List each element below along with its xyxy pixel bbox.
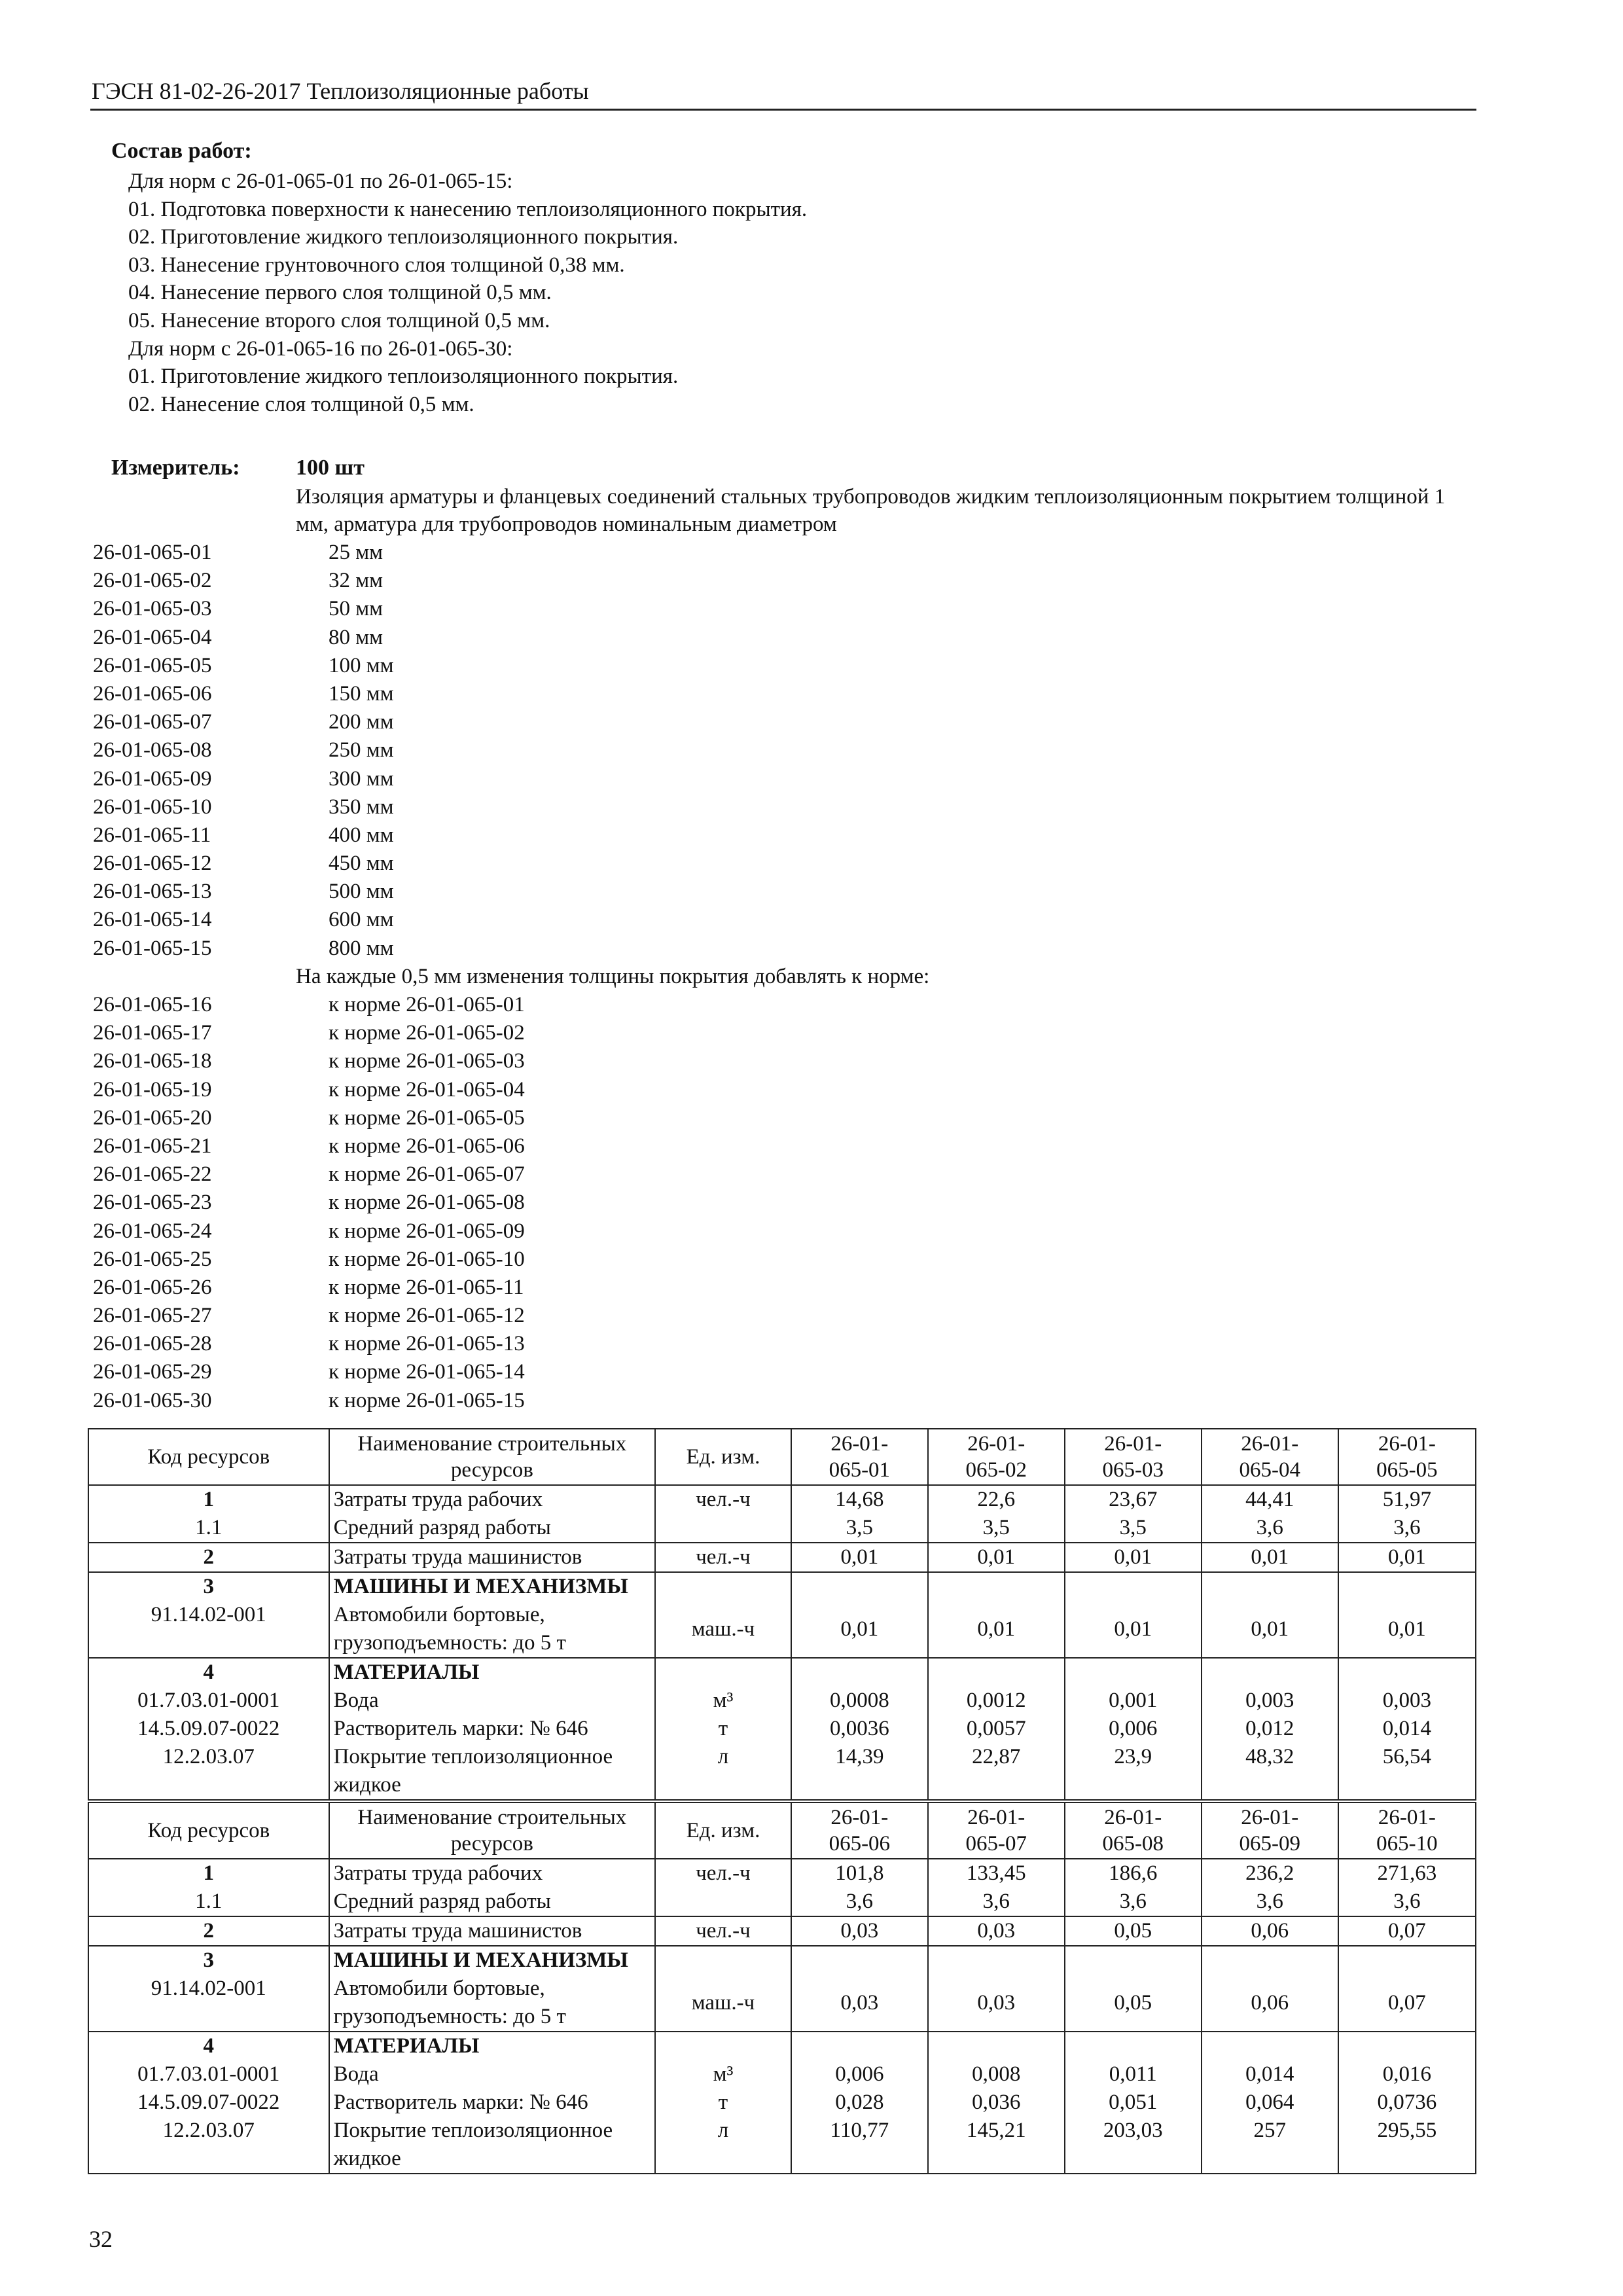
resource-group-title: МАШИНЫ И МЕХАНИЗМЫ: [329, 1572, 656, 1601]
value-cell: 0,0008: [791, 1687, 928, 1715]
value-cell: 0,001: [1065, 1687, 1202, 1715]
value-cell: 0,06: [1202, 1916, 1338, 1946]
norm-text: к норме 26-01-065-02: [329, 1021, 525, 1045]
work-line: 04. Нанесение первого слоя толщиной 0,5 мм.: [128, 281, 552, 305]
resource-name: Средний разряд работы: [329, 1888, 656, 1916]
value-cell: 0,01: [1065, 1601, 1202, 1658]
norm-text: 300 мм: [329, 766, 394, 791]
value-cell: 0,014: [1202, 2060, 1338, 2089]
work-line: 05. Нанесение второго слоя толщиной 0,5 мм.: [128, 308, 550, 332]
header-norm-line: 26-01-: [830, 1806, 889, 1829]
value-cell: 0,03: [928, 1916, 1065, 1946]
value-cell: 0,028: [791, 2089, 928, 2117]
value-cell: 0,06: [1202, 1975, 1338, 2032]
table-row: [88, 1687, 1476, 1715]
norm-text: 50 мм: [329, 597, 383, 621]
value-cell: 0,03: [791, 1975, 928, 2032]
table-header-row: [88, 1429, 1476, 1485]
resource-name: Автомобили бортовые, грузоподъемность: до 5 т: [329, 1601, 656, 1658]
resource-unit: маш.-ч: [655, 1601, 791, 1658]
norm-text: к норме 26-01-065-11: [329, 1275, 524, 1299]
value-cell: 0,0057: [928, 1715, 1065, 1743]
norm-code: 26-01-065-14: [93, 908, 212, 932]
resource-group-title: МАТЕРИАЛЫ: [329, 1658, 656, 1687]
header-norm-column: [928, 1429, 1065, 1485]
header-norm-column: [1338, 1803, 1476, 1859]
resource-code: 2: [88, 1543, 329, 1572]
value-cell: [1338, 1658, 1476, 1687]
norm-code: 26-01-065-09: [93, 766, 212, 791]
value-cell: 14,68: [791, 1485, 928, 1514]
header-norm-column: [1202, 1429, 1338, 1485]
header-norm-line: 065-01: [829, 1458, 891, 1482]
work-composition-title: Состав работ:: [111, 139, 252, 163]
header-norm-line: 065-08: [1102, 1832, 1164, 1856]
value-cell: [1065, 1946, 1202, 1975]
value-cell: 0,003: [1202, 1687, 1338, 1715]
header-name: Наименование строительных ресурсов: [329, 1803, 656, 1859]
table-row: [88, 1946, 1476, 1975]
norm-text: 25 мм: [329, 541, 383, 564]
value-cell: 48,32: [1202, 1743, 1338, 1800]
resource-name: Растворитель марки: № 646: [329, 1715, 656, 1743]
resource-unit: м³: [655, 1687, 791, 1715]
header-norm-line: 26-01-: [967, 1806, 1026, 1829]
table-row: [88, 1601, 1476, 1658]
value-cell: [1202, 1946, 1338, 1975]
value-cell: 3,5: [791, 1514, 928, 1543]
norm-code: 26-01-065-27: [93, 1304, 212, 1328]
work-line: Для норм с 26-01-065-16 по 26-01-065-30:: [128, 336, 513, 361]
header-norm-line: 065-02: [965, 1458, 1027, 1482]
norm-code: 26-01-065-29: [93, 1360, 212, 1384]
resource-code: 1.1: [88, 1888, 329, 1916]
table-row: [88, 2060, 1476, 2089]
running-header: ГЭСН 81-02-26-2017 Теплоизоляционные работы: [92, 78, 589, 104]
table-row: [88, 1888, 1476, 1916]
header-unit: Ед. изм.: [655, 1429, 791, 1485]
measure-description: Изоляция арматуры и фланцевых соединений стальных трубопроводов жидким теплоизоляционным покрытием толщиной 1 мм, арматура для трубопроводов номинальным диаметром: [296, 485, 1446, 536]
resource-code: 1: [88, 1859, 329, 1888]
value-cell: [1065, 1658, 1202, 1687]
value-cell: 0,01: [1338, 1601, 1476, 1658]
table-row: [88, 1916, 1476, 1946]
value-cell: 3,6: [1338, 1888, 1476, 1916]
norm-code: 26-01-065-01: [93, 541, 212, 564]
resource-unit: м³: [655, 2060, 791, 2089]
resource-name: Затраты труда рабочих: [329, 1859, 656, 1888]
value-cell: [928, 1946, 1065, 1975]
value-cell: 295,55: [1338, 2117, 1476, 2174]
norm-text: к норме 26-01-065-05: [329, 1105, 525, 1130]
value-cell: 145,21: [928, 2117, 1065, 2174]
resource-unit: л: [655, 1743, 791, 1800]
resources-table-1: [88, 1428, 1476, 1801]
table-row: [88, 1572, 1476, 1601]
header-norm-line: 26-01-: [1378, 1432, 1436, 1456]
value-cell: 14,39: [791, 1743, 928, 1800]
value-cell: 0,012: [1202, 1715, 1338, 1743]
norm-text: 250 мм: [329, 738, 394, 762]
resource-unit: [655, 1946, 791, 1975]
value-cell: [791, 2032, 928, 2060]
value-cell: 3,6: [1202, 1888, 1338, 1916]
norm-text: 350 мм: [329, 795, 394, 819]
value-cell: 0,01: [791, 1543, 928, 1572]
value-cell: 22,87: [928, 1743, 1065, 1800]
resource-code: 12.2.03.07: [88, 1743, 329, 1800]
work-composition-list: [128, 168, 807, 418]
value-cell: 0,03: [791, 1916, 928, 1946]
value-cell: 0,064: [1202, 2089, 1338, 2117]
norm-code: 26-01-065-15: [93, 936, 212, 960]
measure-label: Измеритель:: [111, 456, 240, 480]
norm-text: 80 мм: [329, 625, 383, 649]
resource-code: 14.5.09.07-0022: [88, 1715, 329, 1743]
resource-name: Покрытие теплоизоляционное жидкое: [329, 1743, 656, 1800]
value-cell: 0,003: [1338, 1687, 1476, 1715]
resource-code: 3: [88, 1572, 329, 1601]
norm-code: 26-01-065-04: [93, 625, 212, 649]
value-cell: 0,016: [1338, 2060, 1476, 2089]
resource-code: 12.2.03.07: [88, 2117, 329, 2174]
norm-code: 26-01-065-10: [93, 795, 212, 819]
norm-code: 26-01-065-11: [93, 823, 211, 847]
value-cell: [1202, 1658, 1338, 1687]
value-cell: [791, 1658, 928, 1687]
resource-name: Вода: [329, 2060, 656, 2089]
header-norm-line: 26-01-: [830, 1432, 889, 1456]
value-cell: 0,01: [928, 1601, 1065, 1658]
value-cell: 0,01: [1202, 1543, 1338, 1572]
header-unit: Ед. изм.: [655, 1803, 791, 1859]
table-row: [88, 1715, 1476, 1743]
value-cell: 0,051: [1065, 2089, 1202, 2117]
norm-text: 200 мм: [329, 710, 394, 734]
header-norm-line: 065-05: [1376, 1458, 1438, 1482]
value-cell: 0,036: [928, 2089, 1065, 2117]
value-cell: 271,63: [1338, 1859, 1476, 1888]
work-line: 03. Нанесение грунтовочного слоя толщиной 0,38 мм.: [128, 253, 625, 277]
value-cell: 23,9: [1065, 1743, 1202, 1800]
work-line: 01. Приготовление жидкого теплоизоляционного покрытия.: [128, 365, 679, 389]
resource-code: 1: [88, 1485, 329, 1514]
table-row: [88, 1743, 1476, 1800]
norm-code: 26-01-065-03: [93, 597, 212, 621]
norm-text: 32 мм: [329, 569, 383, 593]
norm-code: 26-01-065-17: [93, 1021, 212, 1045]
norm-code: 26-01-065-20: [93, 1105, 212, 1130]
resource-code: 01.7.03.01-0001: [88, 1687, 329, 1715]
table-row: [88, 1658, 1476, 1687]
header-code: Код ресурсов: [88, 1429, 329, 1485]
table-row: [88, 1485, 1476, 1514]
header-code: Код ресурсов: [88, 1803, 329, 1859]
value-cell: 0,07: [1338, 1975, 1476, 2032]
norm-code: 26-01-065-06: [93, 681, 212, 706]
value-cell: 0,008: [928, 2060, 1065, 2089]
norm-text: 150 мм: [329, 681, 394, 706]
work-line: Для норм с 26-01-065-01 по 26-01-065-15:: [128, 170, 513, 193]
header-norm-line: 26-01-: [1104, 1806, 1162, 1829]
norm-text: к норме 26-01-065-01: [329, 993, 525, 1016]
table-row: [88, 1543, 1476, 1572]
norm-text: к норме 26-01-065-15: [329, 1388, 525, 1412]
table-row: [88, 2117, 1476, 2174]
resource-code: 14.5.09.07-0022: [88, 2089, 329, 2117]
header-norm-line: 065-06: [829, 1832, 891, 1856]
value-cell: 110,77: [791, 2117, 928, 2174]
value-cell: 3,6: [1338, 1514, 1476, 1543]
value-cell: 0,01: [928, 1543, 1065, 1572]
norms-note: На каждые 0,5 мм изменения толщины покрытия добавлять к норме:: [296, 964, 930, 988]
value-cell: 51,97: [1338, 1485, 1476, 1514]
norm-text: к норме 26-01-065-03: [329, 1049, 525, 1073]
norm-text: 800 мм: [329, 936, 394, 960]
resource-name: Затраты труда машинистов: [329, 1916, 656, 1946]
value-cell: [928, 1658, 1065, 1687]
resource-code: 4: [88, 1658, 329, 1687]
value-cell: 0,01: [1065, 1543, 1202, 1572]
header-norm-column: [791, 1429, 928, 1485]
value-cell: 0,01: [1202, 1601, 1338, 1658]
value-cell: 3,6: [791, 1888, 928, 1916]
resource-name: Растворитель марки: № 646: [329, 2089, 656, 2117]
norm-code: 26-01-065-24: [93, 1219, 212, 1243]
value-cell: 203,03: [1065, 2117, 1202, 2174]
header-norm-line: 26-01-: [1241, 1806, 1299, 1829]
value-cell: 56,54: [1338, 1743, 1476, 1800]
norm-text: 450 мм: [329, 852, 394, 876]
work-line: 02. Нанесение слоя толщиной 0,5 мм.: [128, 392, 474, 416]
norm-text: к норме 26-01-065-08: [329, 1191, 525, 1215]
resource-unit: чел.-ч: [655, 1543, 791, 1572]
norm-text: к норме 26-01-065-06: [329, 1134, 525, 1158]
value-cell: 0,03: [928, 1975, 1065, 2032]
resource-unit: [655, 1514, 791, 1543]
resource-unit: чел.-ч: [655, 1916, 791, 1946]
norm-text: к норме 26-01-065-04: [329, 1077, 525, 1102]
value-cell: 0,05: [1065, 1916, 1202, 1946]
norm-code: 26-01-065-25: [93, 1247, 212, 1271]
norm-code: 26-01-065-18: [93, 1049, 212, 1073]
header-norm-column: [1065, 1429, 1202, 1485]
measure-value: 100 шт: [296, 456, 365, 480]
header-norm-column: [928, 1803, 1065, 1859]
header-rule: [90, 109, 1476, 111]
header-norm-line: 065-09: [1239, 1832, 1300, 1856]
value-cell: 3,5: [928, 1514, 1065, 1543]
header-norm-line: 26-01-: [1378, 1806, 1436, 1829]
value-cell: 0,0012: [928, 1687, 1065, 1715]
norm-code: 26-01-065-28: [93, 1332, 212, 1356]
header-norm-line: 26-01-: [1104, 1432, 1162, 1456]
norm-text: 600 мм: [329, 908, 394, 932]
value-cell: 0,0036: [791, 1715, 928, 1743]
norm-text: 500 мм: [329, 880, 394, 904]
value-cell: 3,6: [928, 1888, 1065, 1916]
resource-unit: [655, 1572, 791, 1601]
value-cell: [791, 1946, 928, 1975]
value-cell: 257: [1202, 2117, 1338, 2174]
value-cell: 44,41: [1202, 1485, 1338, 1514]
table-row: [88, 2089, 1476, 2117]
header-norm-line: 065-04: [1239, 1458, 1300, 1482]
resource-name: Затраты труда рабочих: [329, 1485, 656, 1514]
resource-name: Покрытие теплоизоляционное жидкое: [329, 2117, 656, 2174]
norm-code: 26-01-065-08: [93, 738, 212, 762]
table-row: [88, 1514, 1476, 1543]
resource-unit: т: [655, 1715, 791, 1743]
value-cell: 22,6: [928, 1485, 1065, 1514]
norm-text: к норме 26-01-065-12: [329, 1304, 525, 1328]
norm-text: к норме 26-01-065-13: [329, 1332, 525, 1356]
norm-code: 26-01-065-05: [93, 653, 212, 677]
norm-text: к норме 26-01-065-10: [329, 1247, 525, 1271]
norm-code: 26-01-065-16: [93, 993, 212, 1016]
resource-code: 2: [88, 1916, 329, 1946]
resource-unit: [655, 1658, 791, 1687]
norm-code: 26-01-065-12: [93, 852, 212, 876]
header-norm-column: [1065, 1803, 1202, 1859]
table-header-row: [88, 1803, 1476, 1859]
header-norm-line: 065-03: [1102, 1458, 1164, 1482]
value-cell: [1338, 1572, 1476, 1601]
value-cell: 23,67: [1065, 1485, 1202, 1514]
resource-name: Затраты труда машинистов: [329, 1543, 656, 1572]
work-line: 02. Приготовление жидкого теплоизоляционного покрытия.: [128, 225, 679, 249]
resource-code: 01.7.03.01-0001: [88, 2060, 329, 2089]
norm-text: 400 мм: [329, 823, 394, 847]
table-row: [88, 2032, 1476, 2060]
value-cell: [1202, 1572, 1338, 1601]
resource-name: Средний разряд работы: [329, 1514, 656, 1543]
norm-code: 26-01-065-23: [93, 1191, 212, 1215]
norm-text: к норме 26-01-065-14: [329, 1360, 525, 1384]
norm-text: к норме 26-01-065-09: [329, 1219, 525, 1243]
value-cell: [1338, 2032, 1476, 2060]
resource-unit: т: [655, 2089, 791, 2117]
resource-code: 4: [88, 2032, 329, 2060]
norm-code: 26-01-065-30: [93, 1388, 212, 1412]
norm-code: 26-01-065-26: [93, 1275, 212, 1299]
value-cell: 0,006: [791, 2060, 928, 2089]
resource-unit: [655, 2032, 791, 2060]
header-norm-line: 26-01-: [1241, 1432, 1299, 1456]
value-cell: [1065, 2032, 1202, 2060]
value-cell: 0,01: [1338, 1543, 1476, 1572]
header-name: Наименование строительных ресурсов: [329, 1429, 656, 1485]
header-norm-column: [1338, 1429, 1476, 1485]
resource-code: 91.14.02-001: [88, 1975, 329, 2032]
header-norm-column: [1202, 1803, 1338, 1859]
value-cell: 186,6: [1065, 1859, 1202, 1888]
value-cell: [1202, 2032, 1338, 2060]
value-cell: 3,6: [1202, 1514, 1338, 1543]
value-cell: [928, 2032, 1065, 2060]
resource-unit: чел.-ч: [655, 1485, 791, 1514]
norm-code: 26-01-065-19: [93, 1077, 212, 1102]
resource-unit: л: [655, 2117, 791, 2174]
value-cell: 236,2: [1202, 1859, 1338, 1888]
value-cell: 0,07: [1338, 1916, 1476, 1946]
value-cell: 0,01: [791, 1601, 928, 1658]
table-row: [88, 1975, 1476, 2032]
value-cell: 0,011: [1065, 2060, 1202, 2089]
resource-name: Автомобили бортовые, грузоподъемность: до 5 т: [329, 1975, 656, 2032]
resource-unit: [655, 1888, 791, 1916]
resource-code: 91.14.02-001: [88, 1601, 329, 1658]
page-number: 32: [89, 2226, 113, 2252]
value-cell: 3,5: [1065, 1514, 1202, 1543]
resource-unit: маш.-ч: [655, 1975, 791, 2032]
norm-text: к норме 26-01-065-07: [329, 1162, 525, 1187]
resource-code: 3: [88, 1946, 329, 1975]
value-cell: 3,6: [1065, 1888, 1202, 1916]
resource-unit: чел.-ч: [655, 1859, 791, 1888]
value-cell: 0,006: [1065, 1715, 1202, 1743]
value-cell: 101,8: [791, 1859, 928, 1888]
norm-code: 26-01-065-22: [93, 1162, 212, 1187]
value-cell: 133,45: [928, 1859, 1065, 1888]
resource-code: 1.1: [88, 1514, 329, 1543]
resource-name: Вода: [329, 1687, 656, 1715]
norm-code: 26-01-065-21: [93, 1134, 212, 1158]
norm-code: 26-01-065-13: [93, 880, 212, 904]
resources-table-2: [88, 1802, 1476, 2174]
value-cell: [928, 1572, 1065, 1601]
value-cell: [791, 1572, 928, 1601]
norm-text: 100 мм: [329, 653, 394, 677]
value-cell: [1338, 1946, 1476, 1975]
header-norm-column: [791, 1803, 928, 1859]
value-cell: 0,0736: [1338, 2089, 1476, 2117]
value-cell: 0,05: [1065, 1975, 1202, 2032]
header-norm-line: 065-07: [965, 1832, 1027, 1856]
header-norm-line: 065-10: [1376, 1832, 1438, 1856]
resource-group-title: МАШИНЫ И МЕХАНИЗМЫ: [329, 1946, 656, 1975]
value-cell: 0,014: [1338, 1715, 1476, 1743]
header-norm-line: 26-01-: [967, 1432, 1026, 1456]
work-line: 01. Подготовка поверхности к нанесению теплоизоляционного покрытия.: [128, 197, 808, 221]
resource-group-title: МАТЕРИАЛЫ: [329, 2032, 656, 2060]
table-row: [88, 1859, 1476, 1888]
norm-code: 26-01-065-02: [93, 569, 212, 593]
value-cell: [1065, 1572, 1202, 1601]
norm-code: 26-01-065-07: [93, 710, 212, 734]
